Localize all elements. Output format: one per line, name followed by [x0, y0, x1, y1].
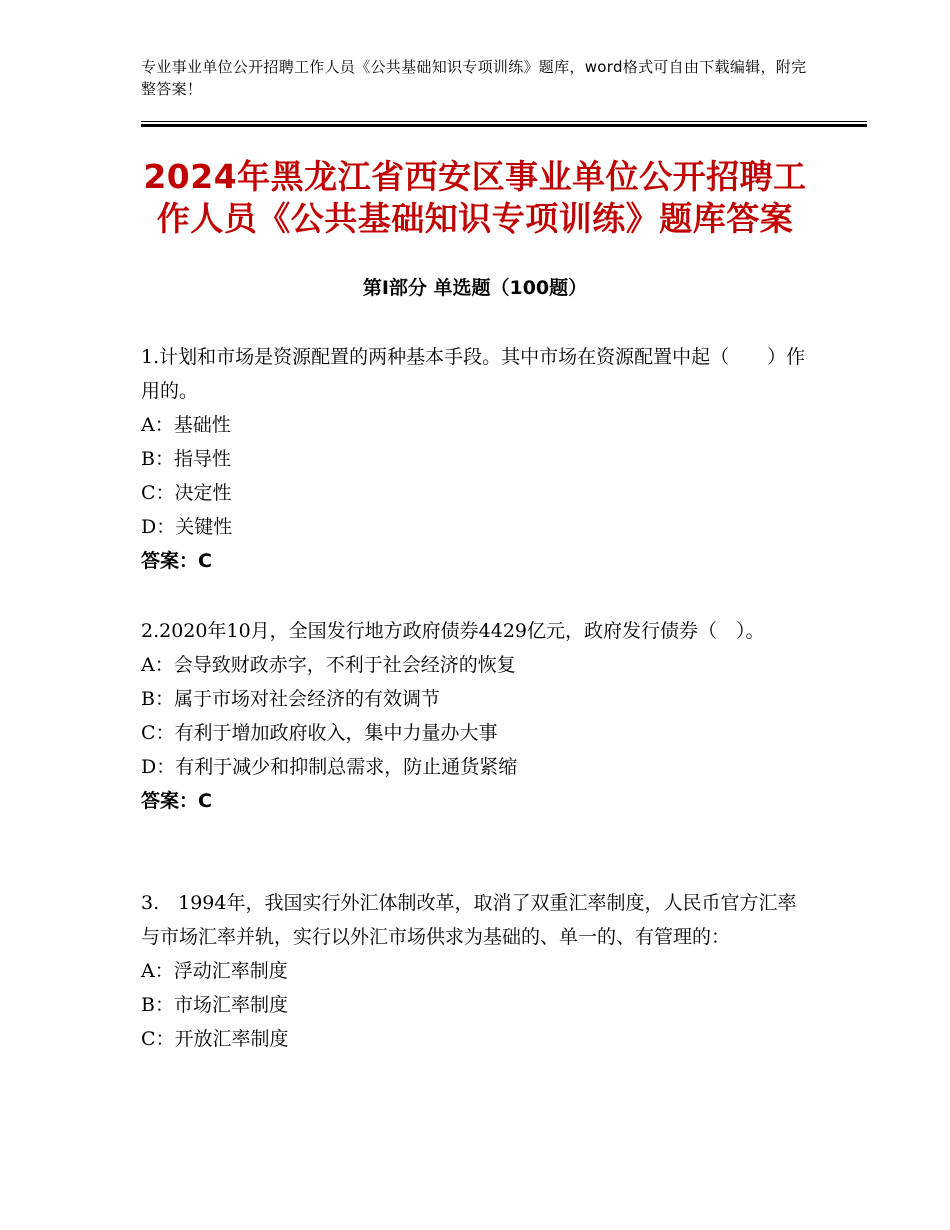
question-stem: 1.计划和市场是资源配置的两种基本手段。其中市场在资源配置中起（ ）作用的。: [141, 346, 806, 402]
option-d: D：有利于减少和抑制总需求，防止通货紧缩: [141, 756, 518, 778]
option-b: B：指导性: [141, 448, 231, 470]
option-a: A：浮动汇率制度: [141, 960, 288, 982]
question-stem: 2.2020年10月，全国发行地方政府债券4429亿元，政府发行债券（ ）。: [141, 620, 765, 642]
option-a: A：基础性: [141, 414, 231, 436]
answer: 答案：C: [141, 550, 212, 572]
answer: 答案：C: [141, 790, 212, 812]
question-3: [141, 886, 809, 1056]
section-heading: 第Ⅰ部分 单选题（100题）: [362, 277, 588, 299]
option-d: D：关键性: [141, 516, 233, 538]
option-c: C：开放汇率制度: [141, 1028, 289, 1050]
question-1: [141, 340, 809, 578]
option-b: B：市场汇率制度: [141, 994, 288, 1016]
header-note: 专业事业单位公开招聘工作人员《公共基础知识专项训练》题库，word格式可自由下载编辑，附完整答案！: [141, 58, 807, 98]
option-a: A：会导致财政赤字，不利于社会经济的恢复: [141, 654, 516, 676]
option-b: B：属于市场对社会经济的有效调节: [141, 688, 440, 710]
header-rule-bottom: [141, 124, 867, 127]
header-rule-top: [141, 121, 867, 122]
question-stem: 3. 1994年，我国实行外汇体制改革，取消了双重汇率制度，人民币官方汇率与市场汇率并轨，实行以外汇市场供求为基础的、单一的、有管理的：: [141, 892, 797, 948]
question-2: [141, 614, 809, 818]
document-title: 2024年黑龙江省西安区事业单位公开招聘工作人员《公共基础知识专项训练》题库答案: [143, 157, 807, 238]
option-c: C：有利于增加政府收入，集中力量办大事: [141, 722, 498, 744]
option-c: C：决定性: [141, 482, 232, 504]
